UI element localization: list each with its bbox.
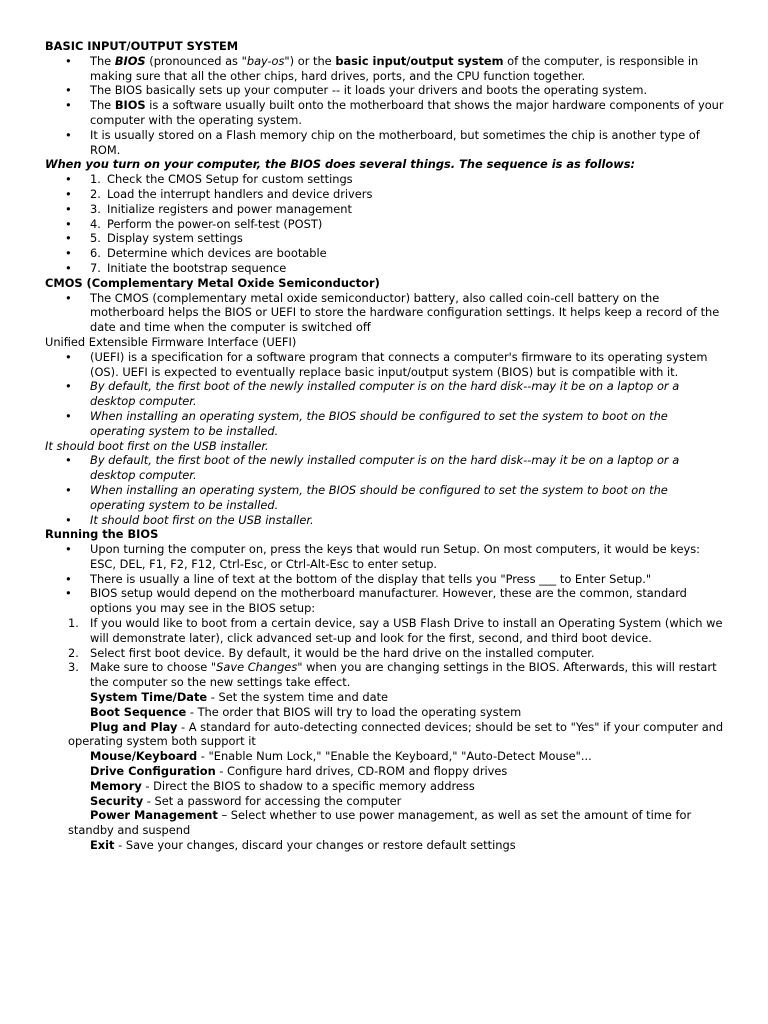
section-heading-cmos: CMOS (Complementary Metal Oxide Semiconductor) bbox=[45, 275, 380, 290]
bullet-icon: • bbox=[65, 512, 72, 527]
bullet-icon: • bbox=[65, 172, 72, 187]
option-row: Boot Sequence - The order that BIOS will try to load the operating system bbox=[90, 704, 522, 719]
sequence-step: • 6. Determine which devices are bootable bbox=[65, 246, 327, 261]
running-list bbox=[45, 542, 725, 616]
sequence-heading: When you turn on your computer, the BIOS does several things. The sequence is as follows: bbox=[45, 157, 636, 172]
bullet-icon: • bbox=[65, 246, 72, 261]
ordered-item: 1. If you would like to boot from a certain device, say a USB Flash Drive to install an Operating System (which we will demonstrate later), click advanced set-up and look for the first, second, and third boot device. bbox=[68, 616, 723, 645]
bullet-icon: • bbox=[65, 290, 72, 305]
sequence-list bbox=[45, 172, 725, 276]
list-item: • By default, the first boot of the newly installed computer is on the hard disk--may it be on a laptop or a desktop computer. bbox=[65, 453, 680, 483]
option-row: Plug and Play - A standard for auto-detecting connected devices; should be set to "Yes" if your computer and operating system both support it bbox=[68, 719, 724, 749]
bullet-icon: • bbox=[65, 542, 72, 557]
list-item: • By default, the first boot of the newly installed computer is on the hard disk--may it be on a laptop or a desktop computer. bbox=[65, 379, 680, 409]
bullet-icon: • bbox=[65, 53, 72, 68]
section-heading-bios: BASIC INPUT/OUTPUT SYSTEM bbox=[45, 39, 239, 53]
bullet-icon: • bbox=[65, 201, 72, 216]
list-item: • BIOS setup would depend on the motherboard manufacturer. However, these are the common, standard options you may see in the BIOS setup: bbox=[65, 586, 687, 616]
list-item: • It is usually stored on a Flash memory chip on the motherboard, but sometimes the chip is another type of ROM. bbox=[65, 127, 700, 157]
sequence-step: • 5. Display system settings bbox=[65, 231, 243, 246]
option-row: System Time/Date - Set the system time and date bbox=[90, 690, 389, 705]
ordered-item: 2. Select first boot device. By default, it would be the hard drive on the installed computer. bbox=[68, 645, 595, 660]
section-heading-uefi: Unified Extensible Firmware Interface (UEFI) bbox=[45, 334, 297, 349]
usb-installer-line: It should boot first on the USB installer. bbox=[45, 438, 269, 453]
sequence-step: • 3. Initialize registers and power management bbox=[65, 201, 352, 216]
sequence-step: • 1. Check the CMOS Setup for custom settings bbox=[65, 172, 353, 187]
list-item: • The BIOS basically sets up your computer -- it loads your drivers and boots the operating system. bbox=[65, 83, 648, 98]
sequence-step: • 2. Load the interrupt handlers and device drivers bbox=[65, 186, 373, 201]
list-item: • Upon turning the computer on, press the keys that would run Setup. On most computers, it would be keys: ESC, DEL, F1, F2, F12, Ctrl-Esc, or Ctrl-Alt-Esc to enter setup. bbox=[65, 542, 701, 571]
list-item: • When installing an operating system, the BIOS should be configured to set the system to boot on the operating system to be installed. bbox=[65, 408, 668, 438]
bios-bullet-list bbox=[45, 54, 725, 158]
sequence-step: • 7. Initiate the bootstrap sequence bbox=[65, 260, 287, 275]
document-body bbox=[45, 39, 725, 853]
bullet-icon: • bbox=[65, 482, 72, 497]
list-item: • When installing an operating system, the BIOS should be configured to set the system to boot on the operating system to be installed. bbox=[65, 482, 668, 512]
bullet-icon: • bbox=[65, 349, 72, 364]
bullet-icon: • bbox=[65, 453, 72, 468]
section-heading-running: Running the BIOS bbox=[45, 527, 159, 542]
ordered-item: 3. Make sure to choose "Save Changes" when you are changing settings in the BIOS. Afterwards, this will restart the computer so the new settings take effect. bbox=[68, 660, 717, 690]
bullet-icon: • bbox=[65, 260, 72, 275]
option-row: Memory - Direct the BIOS to shadow to a specific memory address bbox=[90, 778, 475, 793]
option-row: Security - Set a password for accessing the computer bbox=[90, 793, 402, 808]
option-row: Drive Configuration - Configure hard drives, CD-ROM and floppy drives bbox=[90, 764, 508, 779]
list-item: • The CMOS (complementary metal oxide semiconductor) battery, also called coin-cell battery on the motherboard helps the BIOS or UEFI to store the hardware configuration settings. It helps keep a record of the date and time when the computer is switched off bbox=[65, 290, 720, 335]
list-item: • It should boot first on the USB installer. bbox=[65, 512, 314, 527]
bullet-icon: • bbox=[65, 216, 72, 231]
option-row: Exit - Save your changes, discard your changes or restore default settings bbox=[90, 838, 516, 853]
bullet-icon: • bbox=[65, 379, 72, 394]
bullet-icon: • bbox=[65, 98, 72, 113]
option-row: Power Management – Select whether to use power management, as well as set the amount of time for standby and suspend bbox=[68, 808, 692, 838]
uefi-list bbox=[45, 350, 725, 439]
bios-options bbox=[45, 690, 725, 853]
option-row: Mouse/Keyboard - "Enable Num Lock," "Enable the Keyboard," "Auto-Detect Mouse"... bbox=[90, 749, 592, 764]
sequence-step: • 4. Perform the power-on self-test (POST) bbox=[65, 216, 323, 231]
bullet-icon: • bbox=[65, 83, 72, 98]
bullet-icon: • bbox=[65, 408, 72, 423]
bullet-icon: • bbox=[65, 231, 72, 246]
cmos-list bbox=[45, 291, 725, 335]
list-item: • The BIOS is a software usually built onto the motherboard that shows the major hardware components of your computer with the operating system. bbox=[65, 98, 724, 127]
list-item: • The BIOS (pronounced as "bay-os") or the basic input/output system of the computer, is responsible in making sure that all the other chips, hard drives, ports, and the CPU function together. bbox=[65, 53, 699, 83]
list-item: • (UEFI) is a specification for a software program that connects a computer's firmware to its operating system (OS). UEFI is expected to eventually replace basic input/output system (BIOS) but is compatible with it. bbox=[65, 349, 708, 379]
bullet-icon: • bbox=[65, 586, 72, 601]
uefi-list-repeat bbox=[45, 453, 725, 527]
bullet-icon: • bbox=[65, 186, 72, 201]
bullet-icon: • bbox=[65, 571, 72, 586]
list-item: • There is usually a line of text at the bottom of the display that tells you "Press ___ to Enter Setup." bbox=[65, 571, 652, 586]
bullet-icon: • bbox=[65, 127, 72, 142]
running-ordered-list bbox=[45, 616, 725, 690]
